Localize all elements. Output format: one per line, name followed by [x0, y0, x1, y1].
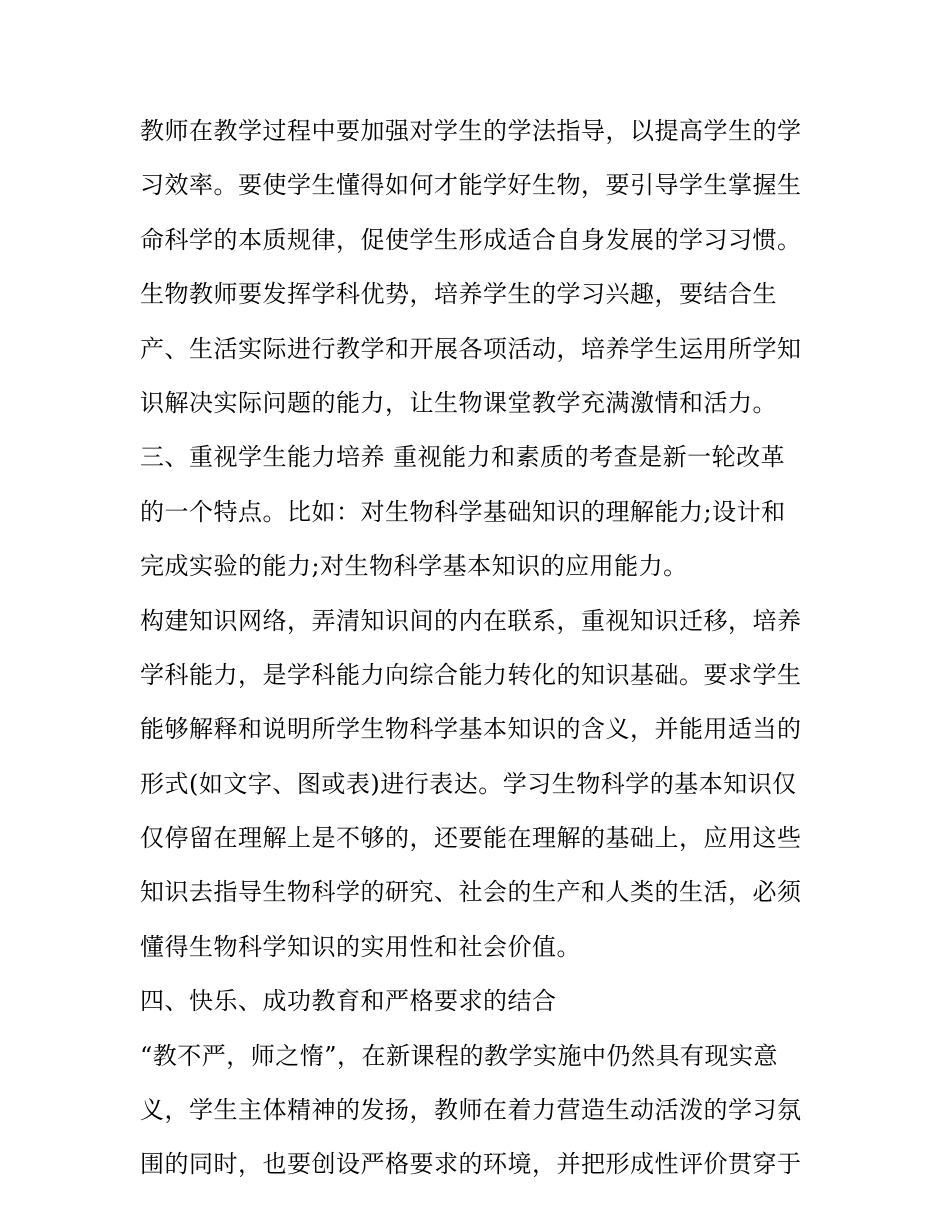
text-line: 义，学生主体精神的发扬，教师在着力营造生动活泼的学习氛: [140, 1096, 802, 1125]
text-line: 产、生活实际进行教学和开展各项活动，培养学生运用所学知: [140, 334, 802, 363]
text-line: “教不严，师之惰”，在新课程的教学实施中仍然具有现实意: [140, 1041, 779, 1070]
text-line: 学科能力，是学科能力向综合能力转化的知识基础。要求学生: [140, 660, 802, 689]
text-line: 识解决实际问题的能力，让生物课堂教学充满激情和活力。: [140, 388, 777, 417]
text-line: 形式(如文字、图或表)进行表达。学习生物科学的基本知识仅: [140, 769, 797, 798]
text-line: 的一个特点。比如：对生物科学基础知识的理解能力;设计和: [140, 497, 786, 526]
text-line: 习效率。要使学生懂得如何才能学好生物，要引导学生掌握生: [140, 171, 802, 200]
section-heading: 三、重视学生能力培养 重视能力和素质的考查是新一轮改革: [140, 443, 786, 472]
text-line: 能够解释和说明所学生物科学基本知识的含义，并能用适当的: [140, 715, 802, 744]
text-line: 懂得生物科学知识的实用性和社会价值。: [140, 932, 581, 961]
text-line: 构建知识网络，弄清知识间的内在联系，重视知识迁移，培养: [140, 606, 802, 635]
document-body: [140, 104, 830, 1192]
text-line: 围的同时，也要创设严格要求的环境，并把形成性评价贯穿于: [140, 1150, 802, 1179]
text-line: 知识去指导生物科学的研究、社会的生产和人类的生活，必须: [140, 878, 802, 907]
text-line: 完成实验的能力;对生物科学基本知识的应用能力。: [140, 552, 688, 581]
text-line: 教师在教学过程中要加强对学生的学法指导，以提高学生的学: [140, 117, 802, 145]
text-line: 命科学的本质规律，促使学生形成适合自身发展的学习习惯。: [140, 225, 802, 254]
text-line: 仅停留在理解上是不够的，还要能在理解的基础上，应用这些: [140, 824, 802, 853]
section-heading: 四、快乐、成功教育和严格要求的结合: [140, 987, 557, 1016]
text-line: 生物教师要发挥学科优势，培养学生的学习兴趣，要结合生: [140, 280, 777, 309]
